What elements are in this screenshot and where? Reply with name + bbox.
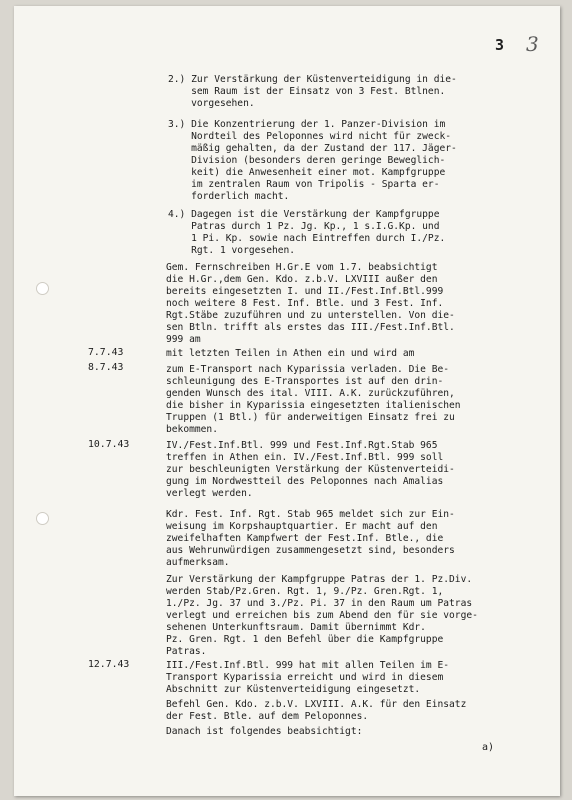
entry-date: 8.7.43: [88, 362, 124, 373]
text-line: sem Raum ist der Einsatz von 3 Fest. Btlnen.: [168, 86, 446, 97]
entry-date: 7.7.43: [88, 347, 124, 358]
text-line: III./Fest.Inf.Btl. 999 hat mit allen Teilen im E-: [166, 660, 450, 671]
text-line: sen Btln. trifft als erstes das III./Fest.Inf.Btl.: [166, 322, 455, 333]
punch-hole-lower: [36, 512, 49, 525]
text-line: 1 Pi. Kp. sowie nach Eintreffen durch I./Pz.: [168, 233, 446, 244]
text-line: 1./Pz. Jg. 37 und 3./Pz. Pi. 37 in den Raum um Patras: [166, 598, 473, 609]
text-line: treffen in Athen ein. IV./Fest.Inf.Btl. 999 soll: [166, 452, 444, 463]
text-line: Abschnitt zur Küstenverteidigung eingesetzt.: [166, 684, 421, 695]
punch-hole-upper: [36, 282, 49, 295]
text-line: die bisher in Kyparissia eingesetzten italienischen: [166, 400, 461, 411]
text-line: 999 am: [166, 334, 201, 345]
text-line: bereits eingesetzten I. und II./Fest.Inf.Btl.999: [166, 286, 444, 297]
text-line: zur beschleunigten Verstärkung der Küstenverteidi-: [166, 464, 455, 475]
text-line: verlegt werden.: [166, 488, 253, 499]
text-line: Danach ist folgendes beabsichtigt:: [166, 726, 363, 737]
text-line: aufmerksam.: [166, 557, 230, 568]
text-line: im zentralen Raum von Tripolis - Sparta er-: [168, 179, 440, 190]
document-page: [14, 6, 560, 796]
text-line: Zur Verstärkung der Kampfgruppe Patras der 1. Pz.Div.: [166, 574, 473, 585]
text-line: keit) die Anwesenheit einer mot. Kampfgruppe: [168, 167, 446, 178]
text-line: Truppen (1 Btl.) für anderweitigen Einsatz frei zu: [166, 412, 455, 423]
entry-date: 12.7.43: [88, 659, 130, 670]
text-line: IV./Fest.Inf.Btl. 999 und Fest.Inf.Rgt.Stab 965: [166, 440, 438, 451]
text-line: Pz. Gren. Rgt. 1 den Befehl über die Kampfgruppe: [166, 634, 444, 645]
text-line: zum E-Transport nach Kyparissia verladen. Die Be-: [166, 364, 450, 375]
text-line: Nordteil des Peloponnes wird nicht für zweck-: [168, 131, 452, 142]
text-line: bekommen.: [166, 424, 218, 435]
text-line: zweifelhaften Kampfwert der Fest.Inf. Btle., die: [166, 533, 444, 544]
text-line: Division (besonders deren geringe Beweglich-: [168, 155, 446, 166]
text-line: noch weitere 8 Fest. Inf. Btle. und 3 Fest. Inf.: [166, 298, 444, 309]
text-line: Patras.: [166, 646, 207, 657]
text-line: Rgt. 1 vorgesehen.: [168, 245, 296, 256]
text-line: gung im Nordwestteil des Peloponnes nach Amalias: [166, 476, 444, 487]
text-line: der Fest. Btle. auf dem Peloponnes.: [166, 711, 369, 722]
text-line: Rgt.Stäbe zuzuführen und zu unterstellen. Von die-: [166, 310, 455, 321]
text-line: weisung im Korpshauptquartier. Er macht auf den: [166, 521, 438, 532]
text-line: Kdr. Fest. Inf. Rgt. Stab 965 meldet sich zur Ein-: [166, 509, 455, 520]
page-number-handwritten: 3: [526, 32, 539, 56]
continuation-marker: a): [482, 742, 495, 753]
text-line: die H.Gr.,dem Gen. Kdo. z.b.V. LXVIII außer den: [166, 274, 438, 285]
text-line: 4.) Dagegen ist die Verstärkung der Kampfgruppe: [168, 209, 440, 220]
text-line: werden Stab/Pz.Gren. Rgt. 1, 9./Pz. Gren.Rgt. 1,: [166, 586, 444, 597]
text-line: 2.) Zur Verstärkung der Küstenverteidigung in die-: [168, 74, 457, 85]
text-line: mäßig gehalten, da der Zustand der 117. Jäger-: [168, 143, 457, 154]
text-line: 3.) Die Konzentrierung der 1. Panzer-Division im: [168, 119, 446, 130]
text-line: mit letzten Teilen in Athen ein und wird am: [166, 348, 415, 359]
text-line: Befehl Gen. Kdo. z.b.V. LXVIII. A.K. für den Einsatz: [166, 699, 467, 710]
text-line: Transport Kyparissia erreicht und wird in diesem: [166, 672, 444, 683]
text-line: genden Wunsch des ital. VIII. A.K. zurückzuführen,: [166, 388, 455, 399]
text-line: sehenen Unterkunftsraum. Damit übernimmt Kdr.: [166, 622, 426, 633]
text-line: aus Wehrunwürdigen zusammengesetzt sind, besonders: [166, 545, 455, 556]
page-number-typed: 3: [495, 36, 505, 54]
text-line: vorgesehen.: [168, 98, 255, 109]
text-line: forderlich macht.: [168, 191, 290, 202]
text-line: Patras durch 1 Pz. Jg. Kp., 1 s.I.G.Kp. und: [168, 221, 440, 232]
text-line: schleunigung des E-Transportes ist auf den drin-: [166, 376, 444, 387]
entry-date: 10.7.43: [88, 439, 130, 450]
text-line: verlegt und erreichen bis zum Abend den für sie vorge-: [166, 610, 478, 621]
text-line: Gem. Fernschreiben H.Gr.E vom 1.7. beabsichtigt: [166, 262, 438, 273]
